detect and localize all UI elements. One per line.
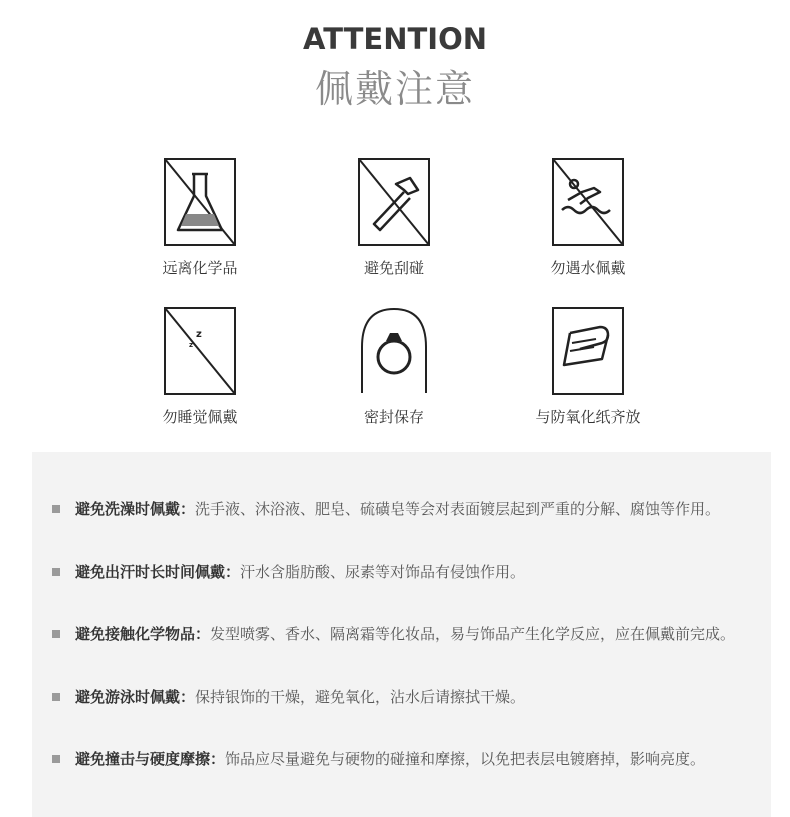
icon-card-sealed xyxy=(294,307,494,432)
note-item xyxy=(52,561,742,584)
icon-label: 远离化学品 xyxy=(162,259,238,277)
svg-text:z: z xyxy=(189,341,194,349)
note-item xyxy=(52,623,742,646)
page-title-en: ATTENTION xyxy=(303,22,487,56)
icon-card-no-scratch xyxy=(294,158,494,283)
note-heading: 避免游泳时佩戴： xyxy=(75,688,196,706)
icon-label: 勿遇水佩戴 xyxy=(550,259,626,277)
note-heading: 避免撞击与硬度摩擦： xyxy=(75,750,226,768)
bullet-square-icon xyxy=(52,568,60,576)
icon-label: 密封保存 xyxy=(363,408,424,426)
note-body: 饰品应尽量避免与硬物的碰撞和摩擦，以免把表层电镀磨掉，影响亮度。 xyxy=(225,750,706,768)
icon-label: 避免刮碰 xyxy=(363,259,424,277)
note-heading: 避免出汗时长时间佩戴： xyxy=(75,563,241,581)
no-hammer-icon xyxy=(358,158,430,246)
icon-card-anti-tarnish xyxy=(488,307,688,432)
bullet-square-icon xyxy=(52,693,60,701)
icon-card-no-chemicals xyxy=(100,158,300,283)
note-heading: 避免接触化学物品： xyxy=(75,625,211,643)
note-body: 汗水含脂肪酸、尿素等对饰品有侵蚀作用。 xyxy=(240,563,526,581)
svg-text:z: z xyxy=(196,329,202,340)
bullet-square-icon xyxy=(52,755,60,763)
bullet-square-icon xyxy=(52,630,60,638)
icon-card-no-water xyxy=(488,158,688,283)
note-heading: 避免洗澡时佩戴： xyxy=(75,500,196,518)
no-swimming-icon xyxy=(552,158,624,246)
note-item xyxy=(52,748,742,771)
note-item xyxy=(52,686,742,709)
sealed-ring-bag-icon xyxy=(358,307,430,395)
icon-label: 与防氧化纸齐放 xyxy=(535,408,641,426)
bullet-square-icon xyxy=(52,505,60,513)
no-chemicals-flask-icon xyxy=(164,158,236,246)
icon-card-no-sleep xyxy=(100,307,300,432)
page-title-cn: 佩戴注意 xyxy=(314,67,475,111)
note-body: 保持银饰的干燥，避免氧化，沾水后请擦拭干燥。 xyxy=(195,688,526,706)
icon-label: 勿睡觉佩戴 xyxy=(162,408,238,426)
note-body: 洗手液、沐浴液、肥皂、硫磺皂等会对表面镀层起到严重的分解、腐蚀等作用。 xyxy=(195,500,721,518)
note-item xyxy=(52,498,742,521)
note-body: 发型喷雾、香水、隔离霜等化妆品，易与饰品产生化学反应，应在佩戴前完成。 xyxy=(210,625,736,643)
anti-tarnish-paper-icon xyxy=(552,307,624,395)
no-sleeping-moon-icon xyxy=(164,307,236,395)
